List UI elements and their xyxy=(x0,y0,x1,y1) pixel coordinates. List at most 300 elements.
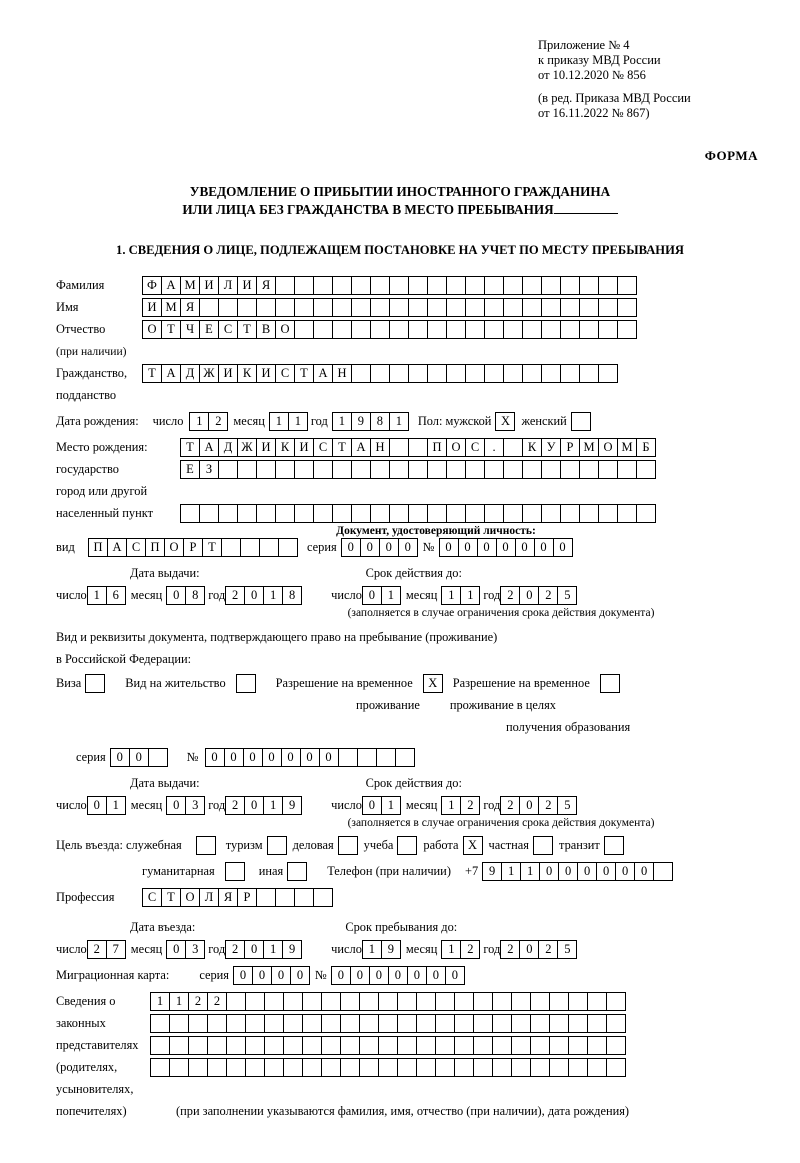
cell[interactable]: Ж xyxy=(199,364,219,383)
cell[interactable] xyxy=(389,364,409,383)
cell[interactable]: 0 xyxy=(110,748,130,767)
cell[interactable]: 0 xyxy=(458,538,478,557)
cell[interactable] xyxy=(473,1058,493,1077)
cell[interactable]: 0 xyxy=(166,586,186,605)
cell[interactable] xyxy=(465,320,485,339)
cell[interactable] xyxy=(492,1036,512,1055)
cell[interactable] xyxy=(408,276,428,295)
cell[interactable]: С xyxy=(126,538,146,557)
cell[interactable] xyxy=(264,992,284,1011)
cell[interactable] xyxy=(427,298,447,317)
field-phone[interactable] xyxy=(482,862,672,881)
cell[interactable] xyxy=(313,276,333,295)
cell[interactable] xyxy=(598,320,618,339)
cell[interactable]: 0 xyxy=(233,966,253,985)
cell[interactable]: 2 xyxy=(538,796,558,815)
cell[interactable]: 1 xyxy=(150,992,170,1011)
cell[interactable] xyxy=(416,1014,436,1033)
field-mig-number[interactable] xyxy=(331,966,464,985)
cell[interactable] xyxy=(302,992,322,1011)
cell[interactable]: 0 xyxy=(129,748,149,767)
cell[interactable] xyxy=(454,1036,474,1055)
cell[interactable] xyxy=(541,504,561,523)
cell[interactable]: Д xyxy=(180,364,200,383)
cell[interactable] xyxy=(408,460,428,479)
cell[interactable] xyxy=(313,888,333,907)
cell[interactable] xyxy=(302,1036,322,1055)
cell[interactable] xyxy=(256,298,276,317)
cell[interactable] xyxy=(294,504,314,523)
cell[interactable] xyxy=(321,1014,341,1033)
cell[interactable]: 1 xyxy=(520,862,540,881)
cell[interactable]: О xyxy=(598,438,618,457)
cell[interactable] xyxy=(503,438,523,457)
cell[interactable] xyxy=(587,1014,607,1033)
cell[interactable]: 1 xyxy=(269,412,289,431)
cell[interactable] xyxy=(370,298,390,317)
cell[interactable] xyxy=(653,862,673,881)
cell[interactable]: 2 xyxy=(225,940,245,959)
cell[interactable] xyxy=(207,1058,227,1077)
cell[interactable] xyxy=(541,320,561,339)
cell[interactable]: 1 xyxy=(87,586,107,605)
cell[interactable] xyxy=(199,504,219,523)
cell[interactable]: 0 xyxy=(362,796,382,815)
cell[interactable] xyxy=(313,504,333,523)
checkbox-purpose-transit[interactable] xyxy=(604,836,624,855)
cell[interactable] xyxy=(389,460,409,479)
cell[interactable] xyxy=(351,364,371,383)
cell[interactable]: Е xyxy=(180,460,200,479)
cell[interactable] xyxy=(408,298,428,317)
cell[interactable]: М xyxy=(579,438,599,457)
cell[interactable]: И xyxy=(218,364,238,383)
cell[interactable] xyxy=(579,320,599,339)
cell[interactable]: 0 xyxy=(271,966,291,985)
cell[interactable] xyxy=(560,298,580,317)
cell[interactable] xyxy=(503,298,523,317)
cell[interactable]: С xyxy=(313,438,333,457)
cell[interactable]: 8 xyxy=(185,586,205,605)
cell[interactable] xyxy=(484,504,504,523)
cell[interactable] xyxy=(370,320,390,339)
cell[interactable]: З xyxy=(199,460,219,479)
field-patronymic[interactable] xyxy=(142,320,636,339)
cell[interactable] xyxy=(454,1058,474,1077)
cell[interactable] xyxy=(370,276,390,295)
cell[interactable]: А xyxy=(199,438,219,457)
cell[interactable]: О xyxy=(275,320,295,339)
field-doc-valid-year[interactable] xyxy=(500,586,576,605)
cell[interactable]: К xyxy=(237,364,257,383)
cell[interactable]: 1 xyxy=(263,940,283,959)
cell[interactable]: 7 xyxy=(106,940,126,959)
cell[interactable] xyxy=(579,298,599,317)
cell[interactable] xyxy=(579,276,599,295)
cell[interactable] xyxy=(245,1036,265,1055)
cell[interactable] xyxy=(302,1014,322,1033)
cell[interactable] xyxy=(283,1058,303,1077)
cell[interactable] xyxy=(598,276,618,295)
cell[interactable]: Ж xyxy=(237,438,257,457)
field-stay-month[interactable] xyxy=(441,940,479,959)
cell[interactable] xyxy=(264,1036,284,1055)
cell[interactable] xyxy=(503,276,523,295)
cell[interactable] xyxy=(435,992,455,1011)
cell[interactable]: И xyxy=(199,276,219,295)
cell[interactable] xyxy=(240,538,260,557)
cell[interactable] xyxy=(530,1036,550,1055)
cell[interactable] xyxy=(237,504,257,523)
cell[interactable] xyxy=(492,992,512,1011)
cell[interactable]: Т xyxy=(142,364,162,383)
cell[interactable] xyxy=(332,320,352,339)
cell[interactable]: 1 xyxy=(381,586,401,605)
cell[interactable]: Н xyxy=(332,364,352,383)
cell[interactable]: М xyxy=(617,438,637,457)
cell[interactable] xyxy=(617,276,637,295)
cell[interactable] xyxy=(370,504,390,523)
cell[interactable] xyxy=(237,298,257,317)
cell[interactable] xyxy=(522,320,542,339)
cell[interactable] xyxy=(587,992,607,1011)
cell[interactable] xyxy=(568,1014,588,1033)
cell[interactable] xyxy=(416,1036,436,1055)
field-permit-issue-day[interactable] xyxy=(87,796,125,815)
cell[interactable] xyxy=(522,276,542,295)
cell[interactable] xyxy=(484,298,504,317)
field-entry-day[interactable] xyxy=(87,940,125,959)
cell[interactable] xyxy=(359,1014,379,1033)
cell[interactable]: П xyxy=(145,538,165,557)
cell[interactable]: 0 xyxy=(553,538,573,557)
cell[interactable]: Я xyxy=(218,888,238,907)
cell[interactable]: П xyxy=(88,538,108,557)
cell[interactable] xyxy=(568,1058,588,1077)
cell[interactable] xyxy=(503,320,523,339)
checkbox-purpose-private[interactable] xyxy=(533,836,553,855)
cell[interactable]: 0 xyxy=(426,966,446,985)
checkbox-sex-female[interactable] xyxy=(571,412,591,431)
field-permit-number[interactable] xyxy=(205,748,414,767)
cell[interactable]: 3 xyxy=(185,796,205,815)
cell[interactable] xyxy=(395,748,415,767)
cell[interactable] xyxy=(465,504,485,523)
cell[interactable] xyxy=(549,992,569,1011)
cell[interactable]: 0 xyxy=(244,796,264,815)
field-doc-kind[interactable] xyxy=(88,538,297,557)
cell[interactable]: 2 xyxy=(500,940,520,959)
cell[interactable] xyxy=(598,460,618,479)
cell[interactable]: 5 xyxy=(557,940,577,959)
cell[interactable]: 1 xyxy=(441,940,461,959)
field-birthplace-city-1[interactable] xyxy=(180,460,655,479)
field-citizenship[interactable] xyxy=(142,364,617,383)
cell[interactable]: 5 xyxy=(557,796,577,815)
cell[interactable] xyxy=(465,298,485,317)
cell[interactable] xyxy=(256,504,276,523)
cell[interactable] xyxy=(617,504,637,523)
cell[interactable] xyxy=(511,1014,531,1033)
cell[interactable]: 9 xyxy=(282,940,302,959)
cell[interactable]: 9 xyxy=(282,796,302,815)
cell[interactable] xyxy=(549,1058,569,1077)
cell[interactable] xyxy=(338,748,358,767)
cell[interactable] xyxy=(332,298,352,317)
cell[interactable] xyxy=(598,504,618,523)
cell[interactable]: 0 xyxy=(350,966,370,985)
cell[interactable]: 2 xyxy=(225,796,245,815)
cell[interactable]: С xyxy=(142,888,162,907)
cell[interactable]: А xyxy=(107,538,127,557)
cell[interactable]: 1 xyxy=(441,796,461,815)
cell[interactable]: Д xyxy=(218,438,238,457)
field-birth-year[interactable] xyxy=(332,412,408,431)
cell[interactable]: 9 xyxy=(351,412,371,431)
cell[interactable]: 3 xyxy=(185,940,205,959)
cell[interactable] xyxy=(473,992,493,1011)
field-doc-number[interactable] xyxy=(439,538,572,557)
cell[interactable] xyxy=(302,1058,322,1077)
cell[interactable]: 0 xyxy=(331,966,351,985)
cell[interactable] xyxy=(427,364,447,383)
cell[interactable] xyxy=(541,276,561,295)
cell[interactable] xyxy=(376,748,396,767)
cell[interactable]: 0 xyxy=(166,940,186,959)
cell[interactable]: Б xyxy=(636,438,656,457)
checkbox-purpose-other[interactable] xyxy=(287,862,307,881)
cell[interactable] xyxy=(340,1014,360,1033)
cell[interactable]: О xyxy=(142,320,162,339)
cell[interactable] xyxy=(503,460,523,479)
cell[interactable] xyxy=(541,298,561,317)
field-name[interactable] xyxy=(142,298,636,317)
cell[interactable] xyxy=(484,320,504,339)
cell[interactable] xyxy=(568,1036,588,1055)
cell[interactable] xyxy=(275,460,295,479)
cell[interactable]: . xyxy=(484,438,504,457)
cell[interactable] xyxy=(256,460,276,479)
cell[interactable]: 0 xyxy=(360,538,380,557)
field-stay-year[interactable] xyxy=(500,940,576,959)
cell[interactable]: Н xyxy=(370,438,390,457)
cell[interactable] xyxy=(188,1036,208,1055)
cell[interactable] xyxy=(169,1058,189,1077)
cell[interactable] xyxy=(465,460,485,479)
cell[interactable] xyxy=(454,992,474,1011)
cell[interactable] xyxy=(245,992,265,1011)
cell[interactable] xyxy=(283,1036,303,1055)
cell[interactable] xyxy=(568,992,588,1011)
cell[interactable]: Л xyxy=(199,888,219,907)
field-permit-valid-year[interactable] xyxy=(500,796,576,815)
cell[interactable]: 1 xyxy=(441,586,461,605)
cell[interactable]: 0 xyxy=(534,538,554,557)
cell[interactable]: 0 xyxy=(519,940,539,959)
cell[interactable] xyxy=(560,276,580,295)
cell[interactable] xyxy=(378,1036,398,1055)
cell[interactable] xyxy=(598,364,618,383)
cell[interactable] xyxy=(503,504,523,523)
cell[interactable]: 0 xyxy=(577,862,597,881)
field-birthplace-city-2[interactable] xyxy=(180,504,655,523)
field-permit-valid-day[interactable] xyxy=(362,796,400,815)
cell[interactable] xyxy=(389,320,409,339)
cell[interactable] xyxy=(446,276,466,295)
cell[interactable] xyxy=(636,460,656,479)
cell[interactable] xyxy=(264,1014,284,1033)
cell[interactable]: 9 xyxy=(381,940,401,959)
checkbox-visa[interactable] xyxy=(85,674,105,693)
cell[interactable] xyxy=(617,298,637,317)
cell[interactable] xyxy=(351,298,371,317)
cell[interactable]: Ч xyxy=(180,320,200,339)
field-doc-valid-month[interactable] xyxy=(441,586,479,605)
cell[interactable] xyxy=(169,1014,189,1033)
cell[interactable] xyxy=(332,504,352,523)
cell[interactable] xyxy=(560,460,580,479)
cell[interactable]: 0 xyxy=(243,748,263,767)
cell[interactable]: 0 xyxy=(290,966,310,985)
cell[interactable]: Я xyxy=(256,276,276,295)
cell[interactable] xyxy=(226,1014,246,1033)
cell[interactable]: 0 xyxy=(519,586,539,605)
cell[interactable] xyxy=(370,364,390,383)
cell[interactable] xyxy=(218,460,238,479)
cell[interactable]: А xyxy=(351,438,371,457)
cell[interactable] xyxy=(617,460,637,479)
cell[interactable] xyxy=(522,460,542,479)
cell[interactable]: А xyxy=(313,364,333,383)
cell[interactable] xyxy=(221,538,241,557)
cell[interactable]: 2 xyxy=(87,940,107,959)
cell[interactable]: 0 xyxy=(445,966,465,985)
cell[interactable] xyxy=(370,460,390,479)
cell[interactable] xyxy=(340,1036,360,1055)
cell[interactable] xyxy=(389,504,409,523)
cell[interactable]: 8 xyxy=(370,412,390,431)
cell[interactable] xyxy=(492,1058,512,1077)
cell[interactable]: 1 xyxy=(332,412,352,431)
cell[interactable]: И xyxy=(294,438,314,457)
cell[interactable]: 0 xyxy=(515,538,535,557)
cell[interactable] xyxy=(579,504,599,523)
cell[interactable] xyxy=(340,1058,360,1077)
cell[interactable] xyxy=(511,1058,531,1077)
cell[interactable] xyxy=(427,276,447,295)
cell[interactable]: В xyxy=(256,320,276,339)
cell[interactable] xyxy=(275,888,295,907)
cell[interactable] xyxy=(283,992,303,1011)
cell[interactable]: А xyxy=(161,276,181,295)
cell[interactable]: 0 xyxy=(166,796,186,815)
cell[interactable] xyxy=(207,1014,227,1033)
cell[interactable]: 1 xyxy=(381,796,401,815)
cell[interactable] xyxy=(549,1036,569,1055)
cell[interactable] xyxy=(245,1058,265,1077)
cell[interactable] xyxy=(397,992,417,1011)
cell[interactable] xyxy=(351,504,371,523)
cell[interactable] xyxy=(359,1036,379,1055)
cell[interactable] xyxy=(446,364,466,383)
cell[interactable]: 9 xyxy=(482,862,502,881)
cell[interactable]: 2 xyxy=(538,586,558,605)
cell[interactable] xyxy=(359,992,379,1011)
cell[interactable] xyxy=(169,1036,189,1055)
cell[interactable]: 0 xyxy=(398,538,418,557)
cell[interactable]: 2 xyxy=(188,992,208,1011)
cell[interactable]: Л xyxy=(218,276,238,295)
cell[interactable] xyxy=(313,298,333,317)
cell[interactable] xyxy=(264,1058,284,1077)
cell[interactable] xyxy=(416,1058,436,1077)
cell[interactable]: 0 xyxy=(341,538,361,557)
cell[interactable] xyxy=(522,298,542,317)
cell[interactable] xyxy=(446,298,466,317)
cell[interactable] xyxy=(606,1014,626,1033)
cell[interactable] xyxy=(435,1036,455,1055)
cell[interactable] xyxy=(408,438,428,457)
cell[interactable] xyxy=(606,1058,626,1077)
cell[interactable] xyxy=(530,992,550,1011)
cell[interactable] xyxy=(435,1014,455,1033)
cell[interactable] xyxy=(484,276,504,295)
cell[interactable]: 0 xyxy=(244,940,264,959)
checkbox-purpose-humanitarian[interactable] xyxy=(225,862,245,881)
cell[interactable]: С xyxy=(275,364,295,383)
cell[interactable]: Т xyxy=(161,888,181,907)
cell[interactable] xyxy=(313,320,333,339)
cell[interactable]: 0 xyxy=(379,538,399,557)
cell[interactable] xyxy=(549,1014,569,1033)
cell[interactable]: 1 xyxy=(389,412,409,431)
cell[interactable]: И xyxy=(256,364,276,383)
cell[interactable] xyxy=(530,1058,550,1077)
cell[interactable] xyxy=(389,438,409,457)
cell[interactable]: 1 xyxy=(501,862,521,881)
cell[interactable]: Я xyxy=(180,298,200,317)
cell[interactable] xyxy=(321,1036,341,1055)
cell[interactable]: И xyxy=(256,438,276,457)
cell[interactable]: Е xyxy=(199,320,219,339)
cell[interactable] xyxy=(473,1036,493,1055)
cell[interactable] xyxy=(446,504,466,523)
cell[interactable] xyxy=(275,276,295,295)
cell[interactable] xyxy=(294,276,314,295)
cell[interactable] xyxy=(321,1058,341,1077)
cell[interactable] xyxy=(522,364,542,383)
cell[interactable] xyxy=(226,992,246,1011)
cell[interactable] xyxy=(226,1058,246,1077)
cell[interactable]: 2 xyxy=(538,940,558,959)
cell[interactable] xyxy=(321,992,341,1011)
cell[interactable] xyxy=(389,276,409,295)
cell[interactable] xyxy=(332,460,352,479)
cell[interactable] xyxy=(522,504,542,523)
cell[interactable] xyxy=(465,276,485,295)
cell[interactable] xyxy=(560,504,580,523)
cell[interactable]: К xyxy=(522,438,542,457)
cell[interactable] xyxy=(275,298,295,317)
checkbox-residence-permit[interactable] xyxy=(236,674,256,693)
field-entry-year[interactable] xyxy=(225,940,301,959)
cell[interactable] xyxy=(397,1036,417,1055)
field-birth-month[interactable] xyxy=(269,412,307,431)
cell[interactable] xyxy=(587,1058,607,1077)
field-legal-reps-1[interactable] xyxy=(150,992,625,1011)
checkbox-sex-male[interactable]: X xyxy=(495,412,515,431)
cell[interactable]: И xyxy=(237,276,257,295)
